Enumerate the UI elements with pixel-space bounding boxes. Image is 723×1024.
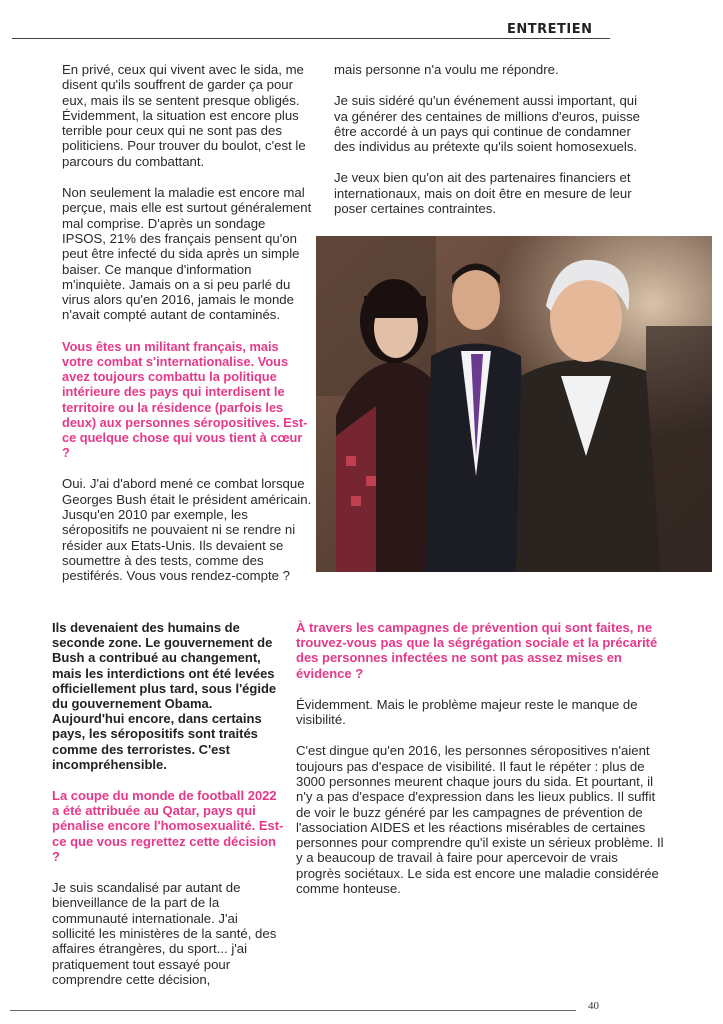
header-rule bbox=[12, 38, 610, 39]
bold-quote: Ils devenaient des humains de seconde zone. Le gouvernement de Bush a contribué au changement, mais les interdictions ont été levées officiellement plus tard, sous l'égide du gouvernement Obama. Aujourd'hui encore, dans certains pays, les séropositifs sont traités comme des terroristes. C'est incompréhensible. bbox=[52, 620, 277, 772]
interview-answer: Je suis scandalisé par autant de bienveillance de la part de la communauté internationale. J'ai sollicité les ministères de la santé, des affaires étrangères, du sport... j'ai pratiquement tout essayé pour comprendre cette décision, bbox=[52, 880, 277, 987]
paragraph: mais personne n'a voulu me répondre. bbox=[334, 62, 559, 77]
left-column-bottom bbox=[52, 620, 284, 1003]
right-column-bottom bbox=[296, 620, 666, 912]
footer-rule bbox=[10, 1010, 576, 1011]
interview-answer: C'est dingue qu'en 2016, les personnes séropositives n'aient toujours pas d'espace de visibilité. Il faut le répéter : plus de 3000 personnes meurent chaque jours du sida. Et pourtant, il n'y a pas d'espace d'expression dans les lieux publics. Il suffit de voir le buzz généré par les campagnes de prévention de l'association AIDES et les réactions misérables de certaines personnes pour comprendre qu'il existe un sérieux problème. Il y a beaucoup de travail à faire pour apercevoir de vrais progrès sociétaux. Le sida est encore une maladie considérée comme honteuse. bbox=[296, 743, 664, 897]
right-column-top bbox=[334, 62, 654, 232]
interview-question: Vous êtes un militant français, mais votre combat s'internationalise. Vous avez toujours combattu la politique intérieure des pays qui interdisent le territoire ou la résidence (parfois les deux) aux personnes séropositives. Est-ce quelque chose qui vous tient à cœur ? bbox=[62, 338, 308, 461]
interview-question: À travers les campagnes de prévention qui sont faites, ne trouvez-vous pas que la ségrégation sociale et la précarité des personnes infectées ne sont pas assez mises en évidence ? bbox=[296, 620, 658, 681]
page-number: 40 bbox=[588, 1000, 599, 1012]
interview-photo bbox=[316, 236, 712, 572]
paragraph: En privé, ceux qui vivent avec le sida, me disent qu'ils souffrent de garder ça pour eux, mais ils se sentent presque obligés. Évidemment, la situation est encore plus terrible pour ceux qui ne sont pas des politiciens. Pour trouver du boulot, c'est le parcours du combattant. bbox=[62, 62, 306, 169]
interview-answer: Évidemment. Mais le problème majeur reste le manque de visibilité. bbox=[296, 696, 638, 728]
interview-question: La coupe du monde de football 2022 a été attribuée au Qatar, pays qui pénalise encore l'homosexualité. Est-ce que vous regrettez cette décision ? bbox=[52, 788, 284, 864]
paragraph: Je veux bien qu'on ait des partenaires financiers et internationaux, mais on doit être en mesure de leur poser certaines contraintes. bbox=[334, 170, 632, 217]
section-label: ENTRETIEN bbox=[507, 22, 593, 37]
interview-answer: Oui. J'ai d'abord mené ce combat lorsque Georges Bush était le président américain. Jusqu'en 2010 par exemple, les séropositifs ne pouvaient ni se rendre ni résider aux Etats-Unis. Ils devaient se soumettre à des tests, comme des pestiférés. Vous vous rendez-compte ? bbox=[62, 476, 312, 584]
paragraph: Non seulement la maladie est encore mal perçue, mais elle est surtout généralement mal comprise. D'après un sondage IPSOS, 21% des français pensent qu'on peut être infecté du sida après un simple baiser. Ce manque d'information m'inquiète. Jamais on a si peu parlé du virus alors qu'en 2016, jamais le monde n'avait compté autant de contaminés. bbox=[62, 185, 312, 323]
paragraph: Je suis sidéré qu'un événement aussi important, qui va générer des centaines de millions d'euros, puisse être accordé à un pays qui continue de condamner des individus au prétexte qu'ils soient homosexuels. bbox=[334, 93, 641, 155]
left-column-top bbox=[62, 62, 312, 599]
photo-illustration bbox=[316, 236, 712, 572]
